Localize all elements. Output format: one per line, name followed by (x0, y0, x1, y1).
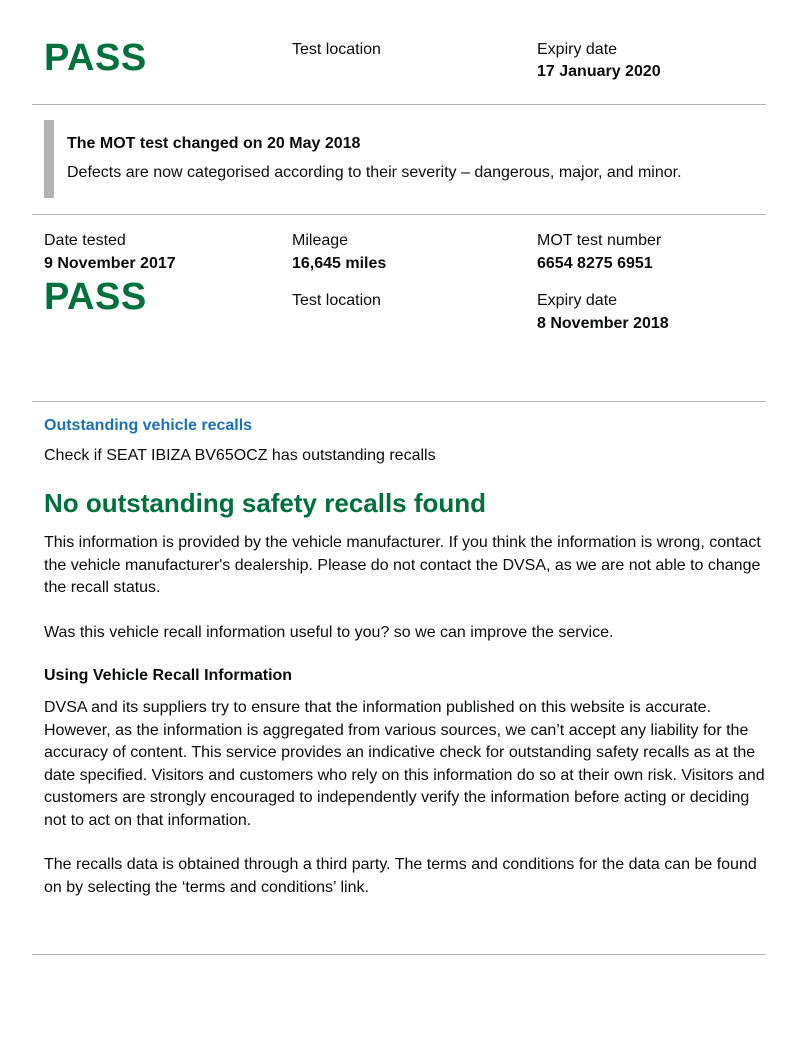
using-recall-info-heading: Using Vehicle Recall Information (44, 667, 293, 684)
notice-text: Defects are now categorised according to their severity – dangerous, major, and minor. (67, 164, 682, 181)
expiry-date-label: Expiry date (537, 41, 618, 58)
mot-test-number-label: MOT test number (537, 232, 662, 249)
result-status-pass: PASS (44, 37, 147, 79)
section-divider (32, 104, 766, 105)
expiry-date-value: 8 November 2018 (537, 315, 669, 332)
expiry-date-value: 17 January 2020 (537, 63, 661, 80)
recall-info-text: This information is provided by the vehicle manufacturer. If you think the information is wrong, contact the vehicle manufacturer's dealership. Please do not contact the DVSA, as we are not able to change the recall status. (44, 534, 761, 596)
terms-text: The recalls data is obtained through a third party. The terms and conditions for the data can be found on by selecting the ‘terms and conditions’ link. (44, 856, 757, 896)
result-status-pass: PASS (44, 276, 147, 318)
feedback-text: Was this vehicle recall information useful to you? so we can improve the service. (44, 624, 614, 641)
no-recalls-heading: No outstanding safety recalls found (44, 488, 487, 518)
notice-title: The MOT test changed on 20 May 2018 (67, 135, 361, 152)
notice-border (44, 120, 54, 198)
mileage-label: Mileage (292, 232, 349, 249)
section-divider (32, 214, 766, 215)
outstanding-recalls-link[interactable]: Outstanding vehicle recalls (44, 417, 253, 434)
date-tested-value: 9 November 2017 (44, 255, 176, 272)
section-divider (32, 954, 766, 955)
mileage-value: 16,645 miles (292, 255, 387, 272)
section-divider (32, 401, 766, 402)
expiry-date-label: Expiry date (537, 292, 618, 309)
test-location-label: Test location (292, 292, 381, 309)
recall-check-text: Check if SEAT IBIZA BV65OCZ has outstanding recalls (44, 447, 436, 464)
mot-test-number-value: 6654 8275 6951 (537, 255, 653, 272)
test-location-label: Test location (292, 41, 381, 58)
date-tested-label: Date tested (44, 232, 126, 249)
disclaimer-text: DVSA and its suppliers try to ensure that the information published on this website is accurate. However, as the information is aggregated from various sources, we can’t accept any liability for the accuracy of content. This service provides an indicative check for outstanding safety recalls as at the date specified. Visitors and customers who rely on this information do so at their own risk. Visitors and customers are strongly encouraged to independently verify the information before acting or deciding not to act on that information. (44, 699, 765, 829)
